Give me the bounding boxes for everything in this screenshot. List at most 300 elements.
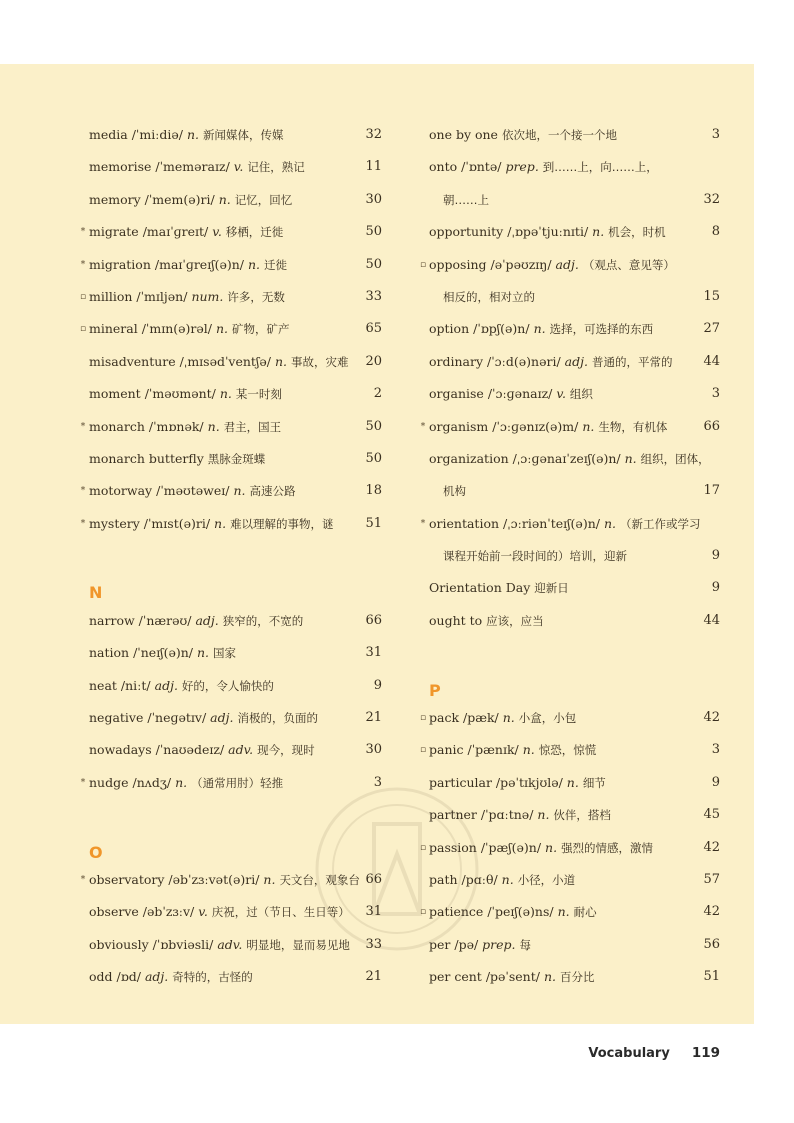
pronunciation: /əˈpəʊzɪŋ/ (490, 256, 552, 272)
pronunciation: /pæk/ (463, 710, 499, 726)
headword: memorise (89, 159, 152, 175)
definition: 机构 (443, 484, 466, 499)
headword: one by one (429, 127, 498, 142)
page-ref: 66 (365, 612, 382, 628)
vocab-entry (418, 249, 720, 281)
vocab-entry (78, 249, 382, 281)
headword: migration (89, 256, 151, 272)
definition: 难以理解的事物，谜 (230, 516, 334, 531)
definition: （新工作或学习 (619, 516, 701, 531)
vocab-entry (418, 799, 720, 831)
vocab-entry (418, 443, 720, 475)
definition: （通常用肘）轻推 (191, 775, 284, 790)
entry-text (89, 734, 315, 766)
section-gap (418, 637, 720, 669)
pronunciation: /pəˈsent/ (485, 969, 540, 985)
pronunciation: /ˈpænɪk/ (467, 742, 519, 758)
entry-text (89, 119, 284, 151)
part-of-speech: n. (533, 321, 546, 337)
page-ref: 56 (703, 936, 720, 952)
entry-text (89, 508, 334, 540)
section-gap (78, 540, 382, 572)
definition: 细节 (582, 775, 606, 790)
page-ref: 9 (711, 580, 720, 596)
vocab-entry (78, 151, 382, 183)
page-ref: 3 (711, 742, 720, 758)
page-ref: 42 (703, 839, 720, 855)
page-ref: 32 (365, 127, 382, 142)
entry-text (89, 411, 281, 443)
vocab-entry (418, 702, 720, 734)
definition: 庆祝，过（节日、生日等） (211, 905, 350, 920)
part-of-speech: n. (603, 515, 616, 531)
part-of-speech: n. (502, 710, 515, 726)
letter-heading: N (89, 583, 103, 603)
entry-text (429, 961, 594, 993)
page-ref: 27 (703, 321, 720, 337)
entry-text (89, 961, 253, 993)
definition: 记住，熟记 (247, 160, 305, 175)
definition: 到……上，向……上， (542, 160, 658, 175)
entry-marker: * (80, 486, 86, 497)
page-ref: 15 (703, 288, 720, 304)
headword: orientation (429, 515, 500, 531)
definition: 选择，可选择的东西 (549, 322, 654, 337)
pronunciation: /ˈɒbviəsli/ (152, 936, 214, 952)
pronunciation: /ˈmiːdiə/ (131, 127, 184, 142)
page-ref: 51 (365, 515, 382, 531)
page-ref: 50 (365, 418, 382, 434)
part-of-speech: n. (219, 386, 232, 402)
headword: patience (429, 904, 484, 920)
entry-marker: ▫ (79, 291, 87, 302)
definition: 百分比 (559, 970, 595, 985)
page-ref: 50 (365, 256, 382, 272)
part-of-speech: n. (263, 871, 276, 887)
pronunciation: /ˈmɪn(ə)rəl/ (141, 321, 213, 337)
part-of-speech: n. (566, 774, 579, 790)
vocab-entry (418, 734, 720, 766)
headword: media (89, 127, 128, 142)
part-of-speech: v. (198, 904, 208, 920)
part-of-speech: n. (582, 418, 595, 434)
headword: particular (429, 774, 492, 790)
entry-text (429, 346, 672, 378)
definition: 事故，灾难 (290, 354, 349, 369)
page-ref: 51 (703, 969, 720, 985)
headword: migrate (89, 224, 139, 240)
part-of-speech: adv. (228, 742, 254, 758)
page-ref: 8 (711, 224, 720, 240)
definition: 相反的，相对立的 (443, 289, 535, 304)
headword: option (429, 321, 470, 337)
pronunciation: /ˈɒpʃ(ə)n/ (473, 321, 530, 337)
page-ref: 21 (365, 969, 382, 985)
headword: monarch butterfly (89, 450, 204, 466)
definition: 伙伴，搭档 (553, 808, 611, 823)
page-ref: 11 (365, 159, 382, 175)
page-number: 119 (691, 1045, 720, 1061)
vocab-entry (418, 864, 720, 896)
vocab-entry (418, 313, 720, 345)
entry-text (89, 702, 318, 734)
headword: passion (429, 839, 477, 855)
part-of-speech: n. (501, 871, 514, 887)
vocab-entry (78, 734, 382, 766)
definition: 朝……上 (443, 192, 489, 207)
part-of-speech: adj. (564, 353, 588, 369)
definition: 国家 (213, 646, 236, 661)
vocab-entry (78, 378, 382, 410)
entry-continuation (418, 475, 720, 507)
page-ref: 42 (703, 710, 720, 726)
headword: narrow (89, 612, 135, 628)
footer-label: Vocabulary (588, 1046, 670, 1061)
vocab-entry (418, 767, 720, 799)
part-of-speech: adj. (555, 256, 579, 272)
headword: moment (89, 386, 141, 402)
pronunciation: /niːt/ (120, 677, 151, 693)
entry-text (429, 896, 597, 928)
pronunciation: /ˈnaʊədeɪz/ (155, 742, 225, 758)
entry-marker: * (420, 518, 426, 529)
entry-continuation (418, 540, 720, 572)
headword: organization (429, 450, 509, 466)
headword: organise (429, 386, 484, 402)
headword: onto (429, 159, 458, 175)
entry-marker: * (80, 874, 86, 885)
vocab-entry (78, 508, 382, 540)
entry-text (89, 637, 236, 669)
entry-text (429, 216, 666, 248)
vocab-entry (418, 378, 720, 410)
left-column (78, 119, 382, 994)
entry-text (89, 605, 303, 637)
right-column (418, 119, 720, 994)
definition: 矿物，矿产 (232, 322, 290, 337)
vocab-entry (78, 119, 382, 151)
definition: 消极的，负面的 (237, 711, 318, 726)
page-ref: 44 (703, 612, 720, 628)
definition: 生物，有机体 (598, 419, 668, 434)
vocab-entry (78, 702, 382, 734)
definition: （观点、意见等） (582, 257, 675, 272)
vocab-entry (78, 637, 382, 669)
vocab-entry (78, 475, 382, 507)
entry-text (89, 929, 350, 961)
entry-text (429, 605, 544, 637)
headword: observatory (89, 871, 165, 887)
entry-text (429, 443, 710, 475)
definition: 新闻媒体，传媒 (203, 128, 284, 142)
entry-continuation (418, 281, 720, 313)
pronunciation: /ˌɔːɡənaɪˈzeɪʃ(ə)n/ (512, 450, 621, 466)
page-ref: 31 (365, 645, 382, 661)
headword: motorway (89, 483, 153, 499)
entry-text (443, 475, 466, 507)
page-ref: 57 (703, 871, 720, 887)
pronunciation: /pəˈtɪkjʊlə/ (495, 774, 563, 790)
page-ref: 20 (365, 353, 382, 369)
headword: mineral (89, 321, 138, 337)
pronunciation: /ˈmem(ə)ri/ (144, 191, 215, 207)
entry-text (429, 832, 653, 864)
pronunciation: /ˈɔːd(ə)nəri/ (487, 353, 561, 369)
entry-text (429, 734, 596, 766)
pronunciation: /pə/ (454, 936, 479, 952)
vocab-entry (78, 411, 382, 443)
definition: 依次地，一个接一个地 (501, 128, 617, 142)
headword: per cent (429, 969, 482, 985)
pronunciation: /ˌɒpəˈtjuːnɪti/ (507, 224, 589, 240)
vocab-entry (78, 313, 382, 345)
part-of-speech: n. (214, 515, 227, 531)
page-ref: 21 (365, 710, 382, 726)
vocab-entry (78, 281, 382, 313)
vocab-entry (78, 346, 382, 378)
vocab-entry (78, 443, 382, 475)
part-of-speech: v. (556, 386, 566, 402)
headword: opportunity (429, 224, 504, 240)
pronunciation: /ˈmɒnək/ (148, 418, 204, 434)
part-of-speech: n. (274, 353, 287, 369)
page-ref: 3 (711, 386, 720, 402)
headword: ordinary (429, 353, 484, 369)
part-of-speech: n. (537, 807, 550, 823)
headword: negative (89, 710, 144, 726)
headword: observe (89, 904, 139, 920)
definition: 应该，应当 (486, 613, 544, 628)
definition: 普通的，平常的 (591, 354, 673, 369)
pronunciation: /əbˈzɜːvət(ə)ri/ (168, 871, 260, 887)
page-ref: 9 (711, 774, 720, 790)
vocab-entry (78, 184, 382, 216)
pronunciation: /ɒd/ (116, 969, 141, 985)
pronunciation: /maɪˈɡreɪʃ(ə)n/ (154, 256, 245, 272)
headword: mystery (89, 515, 140, 531)
entry-text (429, 702, 576, 734)
entry-marker: ▫ (419, 259, 427, 270)
definition: 狭窄的，不宽的 (222, 613, 304, 628)
pronunciation: /ˌɔːriənˈteɪʃ(ə)n/ (503, 515, 600, 531)
entry-text (89, 475, 296, 507)
vocab-entry (418, 896, 720, 928)
definition: 小径，小道 (517, 872, 576, 887)
part-of-speech: n. (175, 774, 188, 790)
definition: 明显地，显而易见地 (246, 937, 350, 952)
entry-text (429, 572, 569, 604)
vocab-entry (418, 508, 720, 540)
headword: panic (429, 742, 464, 758)
definition: 每 (519, 937, 532, 952)
vocab-entry (418, 929, 720, 961)
headword: organism (429, 418, 489, 434)
pronunciation: /ˈɒntə/ (461, 159, 502, 175)
part-of-speech: adj. (144, 969, 169, 985)
part-of-speech: n. (187, 127, 200, 142)
headword: path (429, 871, 458, 887)
definition: 某一时刻 (235, 387, 282, 402)
vocab-entry (418, 346, 720, 378)
definition: 强烈的情感，激情 (561, 840, 654, 855)
entry-marker: * (80, 777, 86, 788)
page-ref: 18 (365, 483, 382, 499)
pronunciation: /ˈɔːɡənɪz(ə)m/ (492, 418, 579, 434)
page-ref: 66 (365, 871, 382, 887)
vocab-entry (418, 151, 720, 183)
part-of-speech: adj. (195, 612, 219, 628)
pronunciation: /ˈməʊtəweɪ/ (156, 483, 230, 499)
headword: neat (89, 677, 117, 693)
pronunciation: /ˈmɪst(ə)ri/ (143, 515, 211, 531)
page-ref: 30 (365, 742, 382, 758)
entry-text (443, 540, 627, 572)
pronunciation: /ˈɔːɡənaɪz/ (487, 386, 553, 402)
part-of-speech: n. (624, 450, 637, 466)
pronunciation: /ˈneɪʃ(ə)n/ (133, 645, 193, 661)
entry-text (429, 864, 575, 896)
entry-text (89, 346, 348, 378)
pronunciation: /maɪˈɡreɪt/ (142, 224, 209, 240)
part-of-speech: v. (233, 159, 244, 175)
definition: 组织 (569, 387, 593, 402)
definition: 移栖，迁徙 (225, 225, 284, 240)
entry-text (89, 767, 283, 799)
entry-marker: * (80, 227, 86, 238)
headword: partner (429, 807, 477, 823)
vocab-entry (78, 864, 382, 896)
headword: opposing (429, 256, 487, 272)
vocab-entry (418, 216, 720, 248)
entry-text (443, 184, 489, 216)
headword: nowadays (89, 742, 152, 758)
entry-text (89, 249, 287, 281)
pronunciation: /nʌdʒ/ (132, 774, 172, 790)
definition: 记忆，回忆 (234, 192, 293, 207)
headword: million (89, 288, 133, 304)
pronunciation: /ˈneɡətɪv/ (147, 710, 207, 726)
vocab-entry (418, 605, 720, 637)
headword: nudge (89, 774, 129, 790)
entry-marker: ▫ (419, 745, 427, 756)
pronunciation: /ˈmeməraɪz/ (155, 159, 230, 175)
page-ref: 9 (373, 677, 382, 693)
page-ref: 65 (365, 321, 382, 337)
entry-text (429, 313, 653, 345)
headword: obviously (89, 936, 149, 952)
entry-marker: * (80, 421, 86, 432)
page-ref: 17 (703, 483, 720, 499)
page-ref: 2 (373, 386, 382, 402)
entry-text (429, 508, 700, 540)
page-ref: 45 (703, 807, 720, 823)
part-of-speech: n. (557, 904, 570, 920)
page-ref: 32 (703, 191, 720, 207)
headword: per (429, 936, 451, 952)
entry-marker: ▫ (419, 713, 427, 724)
page-ref: 50 (365, 224, 382, 240)
entry-text (429, 411, 667, 443)
definition: 耐心 (573, 905, 597, 920)
entry-text (429, 767, 606, 799)
page-ref: 33 (365, 936, 382, 952)
entry-marker: * (420, 421, 426, 432)
page-ref: 66 (703, 418, 720, 434)
part-of-speech: n. (207, 418, 220, 434)
entry-continuation (418, 184, 720, 216)
entry-text (429, 119, 617, 151)
pronunciation: /ˈpɑːtnə/ (480, 807, 534, 823)
pronunciation: /ˈpæʃ(ə)n/ (480, 839, 542, 855)
entry-text (429, 378, 593, 410)
vocab-entry (418, 832, 720, 864)
entry-text (89, 670, 274, 702)
page-ref: 50 (365, 450, 382, 466)
definition: 君主，国王 (223, 419, 282, 434)
definition: 迁徙 (264, 257, 288, 272)
part-of-speech: n. (248, 256, 261, 272)
definition: 课程开始前一段时间的）培训，迎新 (443, 549, 627, 564)
pronunciation: /əbˈzɜːv/ (142, 904, 195, 920)
entry-text (89, 313, 290, 345)
part-of-speech: prep. (505, 159, 539, 175)
definition: 机会，时机 (608, 225, 666, 240)
headword: ought to (429, 612, 483, 628)
part-of-speech: adj. (154, 677, 178, 693)
page-ref: 30 (365, 191, 382, 207)
definition: 许多，无数 (227, 289, 285, 304)
pronunciation: /ˈnærəʊ/ (138, 612, 192, 628)
vocab-entry (418, 119, 720, 151)
headword: misadventure (89, 353, 176, 369)
definition: 奇特的，古怪的 (172, 970, 253, 985)
entry-text (89, 896, 350, 928)
entry-text (89, 216, 283, 248)
pronunciation: /ˈmɪljən/ (136, 288, 188, 304)
definition: 惊恐，惊慌 (538, 743, 597, 758)
vocab-entry (78, 216, 382, 248)
definition: 黑脉金斑蝶 (207, 451, 266, 466)
headword: odd (89, 969, 113, 985)
page-ref: 31 (365, 904, 382, 920)
pronunciation: /pɑːθ/ (461, 871, 498, 887)
entry-text (89, 184, 292, 216)
part-of-speech: n. (218, 191, 231, 207)
part-of-speech: num. (191, 288, 224, 304)
page-ref: 3 (711, 127, 720, 142)
part-of-speech: adj. (210, 710, 234, 726)
definition: 现今，现时 (257, 743, 315, 758)
letter-heading: O (89, 842, 103, 862)
part-of-speech: n. (216, 321, 229, 337)
entry-text (429, 929, 531, 961)
part-of-speech: n. (196, 645, 210, 661)
letter-heading: P (429, 680, 441, 700)
pronunciation: /ˌmɪsədˈventʃə/ (179, 353, 271, 369)
entry-text (429, 151, 658, 183)
vocab-entry (418, 572, 720, 604)
part-of-speech: n. (233, 483, 246, 499)
entry-marker: ▫ (79, 324, 87, 335)
part-of-speech: adv. (217, 936, 243, 952)
vocab-entry (78, 670, 382, 702)
vocab-entry (78, 896, 382, 928)
page-footer (588, 1045, 720, 1061)
vocab-entry (418, 411, 720, 443)
definition: 小盒，小包 (518, 711, 577, 726)
part-of-speech: n. (522, 742, 535, 758)
part-of-speech: n. (545, 839, 558, 855)
